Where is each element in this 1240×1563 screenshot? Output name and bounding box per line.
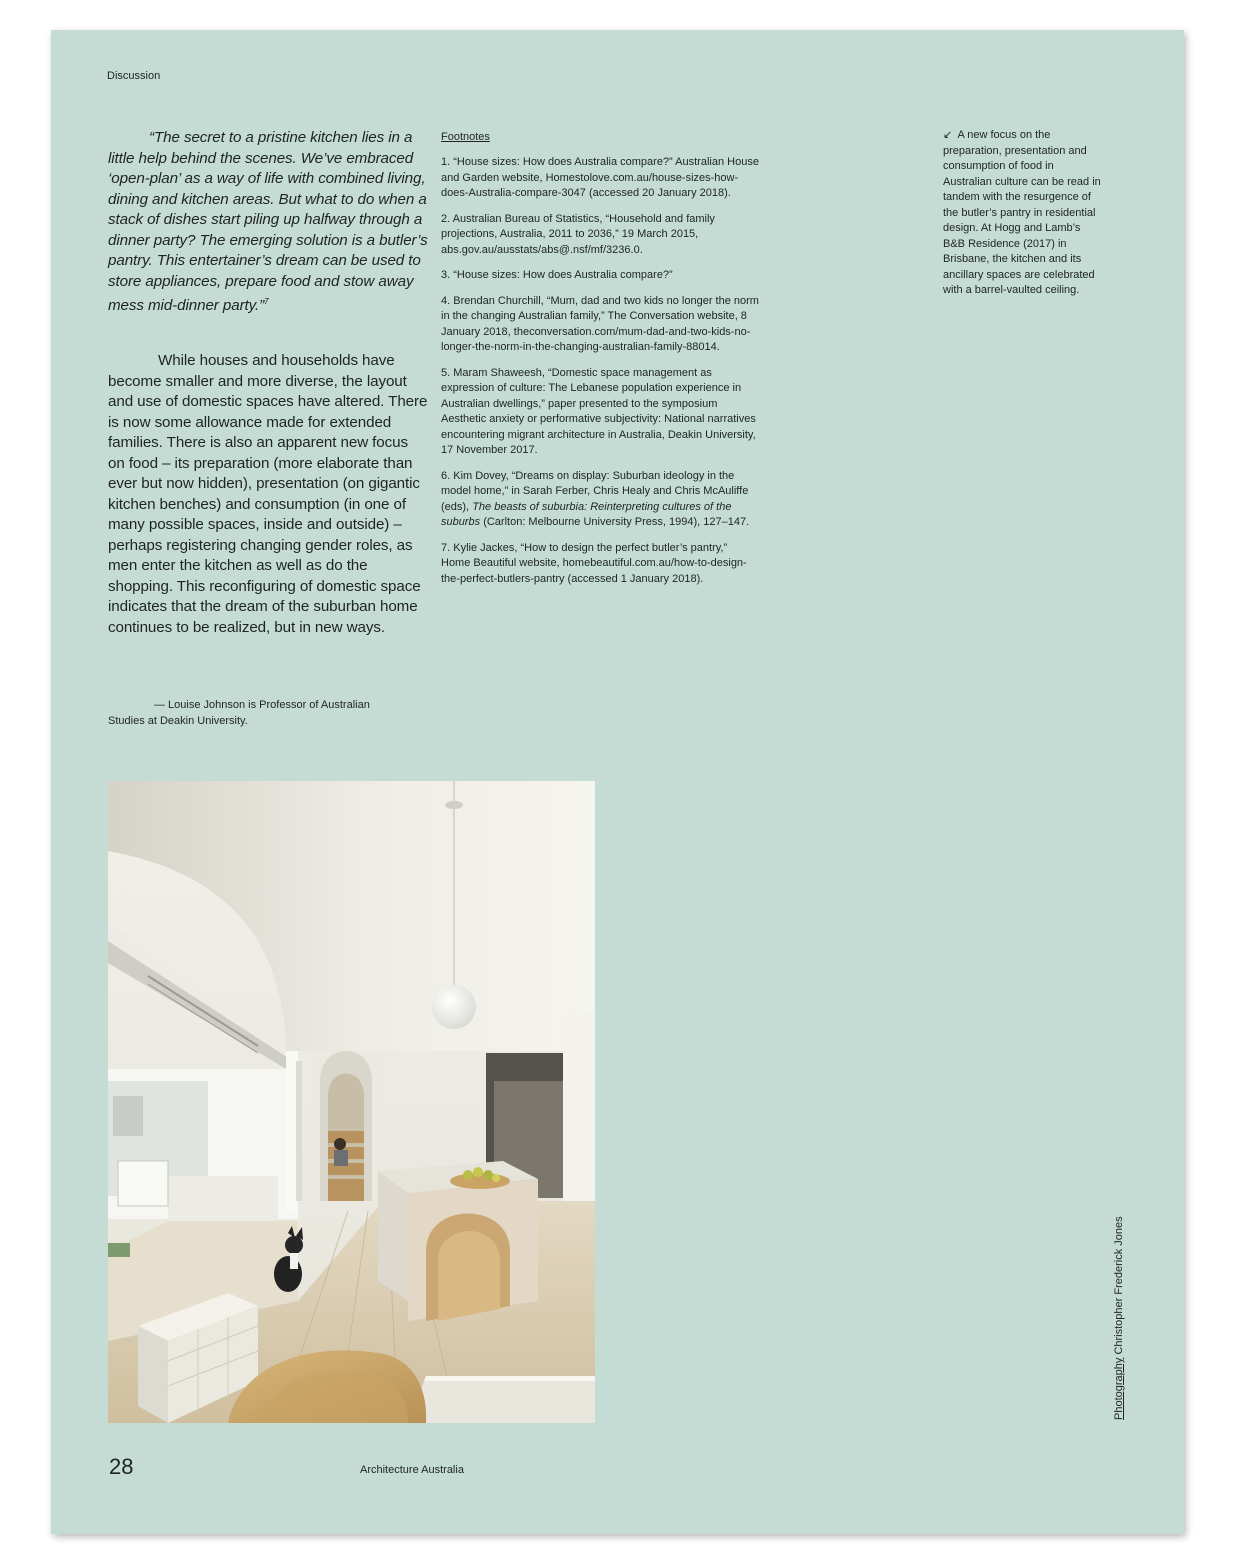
photo-caption — [943, 128, 1103, 299]
kitchen-photo-illustration — [108, 781, 595, 1423]
footnote-5: 5. Maram Shaweesh, “Domestic space management as expression of culture: The Lebanese population experience in Australian dwellings,” paper presented to the symposium Aesthetic anxiety or performative subjectivity: National narratives encountering migrant architecture in Australia, Deakin University, 17 November 2017. — [441, 366, 756, 456]
photo-credit-label: Photography — [1113, 1357, 1125, 1420]
page-number: 28 — [109, 1454, 134, 1479]
body-paragraph: While houses and households have become smaller and more diverse, the layout and use of domestic spaces have altered. There is now some allowance made for extended families. There is also an apparent new focus on food – its preparation (more elaborate than ever but now hidden), presentation (on gigantic kitchen benches) and consumption (in one of many possible spaces, inside and outside) – perhaps registering changing gender roles, as men enter the kitchen as well as do the shopping. This reconfiguring of domestic space indicates that the dream of the suburban home continues to be realized, but in new ways. — [108, 352, 428, 636]
footnote-2: 2. Australian Bureau of Statistics, “Household and family projections, Australia, 2011 to 2036,” 19 March 2015, abs.gov.au/ausstats/abs@.nsf/mf/3236.0. — [441, 212, 715, 256]
pull-quote-text: “The secret to a pristine kitchen lies in a little help behind the scenes. We’ve embraced ‘open-plan’ as a way of life with combined living, dining and kitchen areas. But what to do when a stack of dishes start piling up halfway through a dinner party? The emerging solution is a butler’s pantry. This entertainer’s dream can be used to store appliances, prepare food and stow away mess mid-dinner party.” — [108, 129, 428, 315]
photo-credit-name: Christopher Frederick Jones — [1113, 1216, 1125, 1358]
footnote-6-book-title: The beasts of suburbia: Reinterpreting cultures of the suburbs — [441, 500, 732, 528]
footnote-4: 4. Brendan Churchill, “Mum, dad and two kids no longer the norm in the changing Australian family,” The Conversation website, 8 January 2018, theconversation.com/mum-dad-and-two-kids-no-longer-the-norm-in-the-changing-australian-family-88014. — [441, 294, 759, 353]
section-label: Discussion — [107, 70, 161, 82]
footnote-6 — [441, 469, 759, 531]
footnotes-list — [441, 155, 759, 597]
author-note: — Louise Johnson is Professor of Australian Studies at Deakin University. — [108, 699, 370, 727]
pull-quote-reference: 7 — [264, 297, 269, 306]
footnote-3: 3. “House sizes: How does Australia compare?” — [441, 269, 673, 281]
footnote-6-tail: (Carlton: Melbourne University Press, 1994), 127–147. — [480, 516, 750, 528]
kitchen-photo — [108, 781, 595, 1423]
pull-quote — [108, 128, 428, 317]
photo-credit — [1113, 1216, 1125, 1420]
arrow-down-left-icon: ↙ — [943, 129, 953, 141]
photo-caption-text: A new focus on the preparation, presentation and consumption of food in Australian culture can be read in tandem with the resurgence of the butler’s pantry in residential design. At Hogg and Lamb’s B&B Residence (2017) in Brisbane, the kitchen and its ancillary spaces are celebrated with a barrel-vaulted ceiling. — [943, 129, 1101, 296]
footnote-1: 1. “House sizes: How does Australia compare?” Australian House and Garden website, Homestolove.com.au/house-sizes-how-does-Australia-compare-3047 (accessed 20 January 2018). — [441, 156, 759, 199]
footnotes-heading: Footnotes — [441, 131, 490, 143]
footnote-7: 7. Kylie Jackes, “How to design the perfect butler’s pantry,” Home Beautiful website, homebeautiful.com.au/how-to-design-the-perfect-butlers-pantry (accessed 1 January 2018). — [441, 541, 747, 585]
magazine-page — [51, 30, 1184, 1534]
publication-name: Architecture Australia — [360, 1464, 464, 1476]
footnote-6-lead: 6. Kim Dovey, “Dreams on display: Suburban ideology in the model home,” in Sarah Ferber, Chris Healy and Chris McAuliffe (eds), — [441, 469, 749, 513]
